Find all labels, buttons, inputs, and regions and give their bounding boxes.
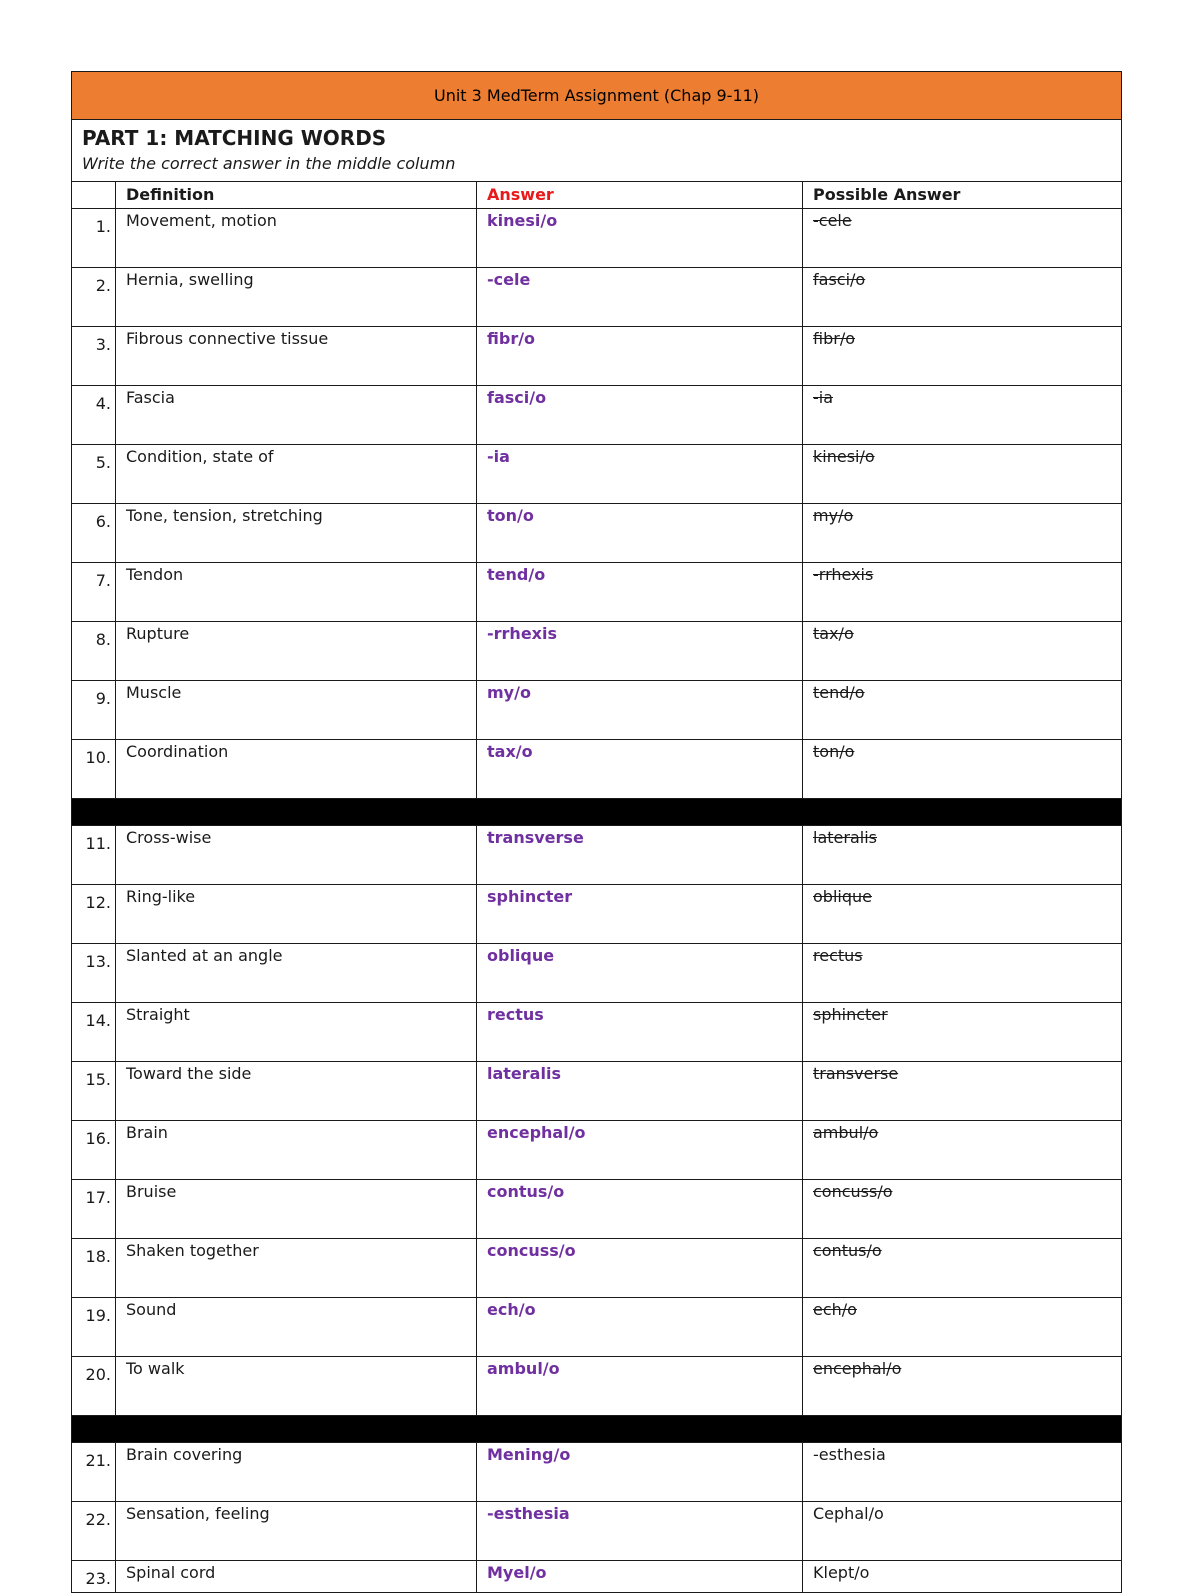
- possible-answer-cell: -ia: [803, 386, 1122, 445]
- table-row: [72, 1357, 1122, 1416]
- row-number: 10.: [72, 740, 116, 799]
- part-heading: PART 1: MATCHING WORDS: [82, 126, 387, 150]
- answer-cell[interactable]: transverse: [477, 826, 803, 885]
- answer-cell[interactable]: my/o: [477, 681, 803, 740]
- possible-answer-cell: contus/o: [803, 1239, 1122, 1298]
- answer-cell[interactable]: kinesi/o: [477, 209, 803, 268]
- row-number: 2.: [72, 268, 116, 327]
- definition-cell: Ring-like: [116, 885, 477, 944]
- answer-cell[interactable]: -ia: [477, 445, 803, 504]
- answer-cell[interactable]: -rrhexis: [477, 622, 803, 681]
- table-row: [72, 386, 1122, 445]
- possible-answer-cell: tend/o: [803, 681, 1122, 740]
- possible-answer-cell: -rrhexis: [803, 563, 1122, 622]
- definition-cell: Cross-wise: [116, 826, 477, 885]
- definition-cell: Sound: [116, 1298, 477, 1357]
- row-number: 5.: [72, 445, 116, 504]
- row-number: 7.: [72, 563, 116, 622]
- definition-cell: To walk: [116, 1357, 477, 1416]
- column-header-number: [72, 182, 116, 209]
- part-instruction: Write the correct answer in the middle column: [82, 154, 456, 173]
- answer-cell[interactable]: lateralis: [477, 1062, 803, 1121]
- table-row: [72, 826, 1122, 885]
- row-number: 6.: [72, 504, 116, 563]
- row-number: 16.: [72, 1121, 116, 1180]
- row-number: 13.: [72, 944, 116, 1003]
- possible-answer-cell: transverse: [803, 1062, 1122, 1121]
- table-row: [72, 740, 1122, 799]
- possible-answer-cell: my/o: [803, 504, 1122, 563]
- answer-cell[interactable]: ambul/o: [477, 1357, 803, 1416]
- table-row: [72, 1502, 1122, 1561]
- possible-answer-cell: ton/o: [803, 740, 1122, 799]
- table-row: [72, 944, 1122, 1003]
- column-header-row: [72, 182, 1122, 209]
- definition-cell: Coordination: [116, 740, 477, 799]
- section-separator: [72, 799, 1122, 826]
- table-row: [72, 885, 1122, 944]
- table-row: [72, 1180, 1122, 1239]
- answer-cell[interactable]: oblique: [477, 944, 803, 1003]
- possible-answer-cell: kinesi/o: [803, 445, 1122, 504]
- row-number: 12.: [72, 885, 116, 944]
- answer-cell[interactable]: encephal/o: [477, 1121, 803, 1180]
- table-row: [72, 327, 1122, 386]
- definition-cell: Fibrous connective tissue: [116, 327, 477, 386]
- page-title: Unit 3 MedTerm Assignment (Chap 9-11): [72, 72, 1122, 120]
- row-number: 11.: [72, 826, 116, 885]
- row-number: 3.: [72, 327, 116, 386]
- definition-cell: Brain covering: [116, 1443, 477, 1502]
- possible-answer-cell: encephal/o: [803, 1357, 1122, 1416]
- answer-cell[interactable]: Myel/o: [477, 1561, 803, 1593]
- section-separator: [72, 1416, 1122, 1443]
- column-header-answer: Answer: [477, 182, 803, 209]
- row-number: 22.: [72, 1502, 116, 1561]
- row-number: 1.: [72, 209, 116, 268]
- row-number: 14.: [72, 1003, 116, 1062]
- definition-cell: Toward the side: [116, 1062, 477, 1121]
- table-row: [72, 1003, 1122, 1062]
- possible-answer-cell: fibr/o: [803, 327, 1122, 386]
- row-number: 17.: [72, 1180, 116, 1239]
- definition-cell: Condition, state of: [116, 445, 477, 504]
- possible-answer-cell: ech/o: [803, 1298, 1122, 1357]
- row-number: 8.: [72, 622, 116, 681]
- possible-answer-cell: -cele: [803, 209, 1122, 268]
- answer-cell[interactable]: sphincter: [477, 885, 803, 944]
- answer-cell[interactable]: ech/o: [477, 1298, 803, 1357]
- possible-answer-cell: oblique: [803, 885, 1122, 944]
- definition-cell: Muscle: [116, 681, 477, 740]
- row-number: 23.: [72, 1561, 116, 1593]
- answer-cell[interactable]: fibr/o: [477, 327, 803, 386]
- possible-answer-cell: fasci/o: [803, 268, 1122, 327]
- possible-answer-cell: ambul/o: [803, 1121, 1122, 1180]
- table-row: [72, 1443, 1122, 1502]
- definition-cell: Straight: [116, 1003, 477, 1062]
- row-number: 20.: [72, 1357, 116, 1416]
- answer-cell[interactable]: -cele: [477, 268, 803, 327]
- possible-answer-cell: rectus: [803, 944, 1122, 1003]
- definition-cell: Slanted at an angle: [116, 944, 477, 1003]
- definition-cell: Bruise: [116, 1180, 477, 1239]
- table-row: [72, 563, 1122, 622]
- table-row: [72, 1561, 1122, 1593]
- possible-answer-cell: sphincter: [803, 1003, 1122, 1062]
- answer-cell[interactable]: Mening/o: [477, 1443, 803, 1502]
- table-row: [72, 445, 1122, 504]
- possible-answer-cell: concuss/o: [803, 1180, 1122, 1239]
- definition-cell: Rupture: [116, 622, 477, 681]
- row-number: 9.: [72, 681, 116, 740]
- table-row: [72, 681, 1122, 740]
- answer-cell[interactable]: tax/o: [477, 740, 803, 799]
- separator-bar: [72, 799, 1122, 826]
- row-number: 21.: [72, 1443, 116, 1502]
- definition-cell: Brain: [116, 1121, 477, 1180]
- assignment-table: [71, 71, 1122, 1593]
- answer-cell[interactable]: tend/o: [477, 563, 803, 622]
- table-row: [72, 504, 1122, 563]
- column-header-definition: Definition: [116, 182, 477, 209]
- definition-cell: Tone, tension, stretching: [116, 504, 477, 563]
- table-row: [72, 1062, 1122, 1121]
- table-row: [72, 209, 1122, 268]
- table-row: [72, 1121, 1122, 1180]
- table-row: [72, 1239, 1122, 1298]
- column-header-possible-answer: Possible Answer: [803, 182, 1122, 209]
- answer-cell[interactable]: ton/o: [477, 504, 803, 563]
- row-number: 15.: [72, 1062, 116, 1121]
- definition-cell: Tendon: [116, 563, 477, 622]
- answer-cell[interactable]: fasci/o: [477, 386, 803, 445]
- definition-cell: Hernia, swelling: [116, 268, 477, 327]
- table-row: [72, 622, 1122, 681]
- definition-cell: Spinal cord: [116, 1561, 477, 1593]
- row-number: 19.: [72, 1298, 116, 1357]
- answer-cell[interactable]: contus/o: [477, 1180, 803, 1239]
- definition-cell: Shaken together: [116, 1239, 477, 1298]
- possible-answer-cell: Cephal/o: [803, 1502, 1122, 1561]
- possible-answer-cell: lateralis: [803, 826, 1122, 885]
- possible-answer-cell: tax/o: [803, 622, 1122, 681]
- definition-cell: Fascia: [116, 386, 477, 445]
- answer-cell[interactable]: rectus: [477, 1003, 803, 1062]
- possible-answer-cell: Klept/o: [803, 1561, 1122, 1593]
- row-number: 18.: [72, 1239, 116, 1298]
- part-header: [72, 120, 1122, 182]
- possible-answer-cell: -esthesia: [803, 1443, 1122, 1502]
- table-row: [72, 268, 1122, 327]
- separator-bar: [72, 1416, 1122, 1443]
- answer-cell[interactable]: -esthesia: [477, 1502, 803, 1561]
- table-row: [72, 1298, 1122, 1357]
- definition-cell: Sensation, feeling: [116, 1502, 477, 1561]
- definition-cell: Movement, motion: [116, 209, 477, 268]
- row-number: 4.: [72, 386, 116, 445]
- answer-cell[interactable]: concuss/o: [477, 1239, 803, 1298]
